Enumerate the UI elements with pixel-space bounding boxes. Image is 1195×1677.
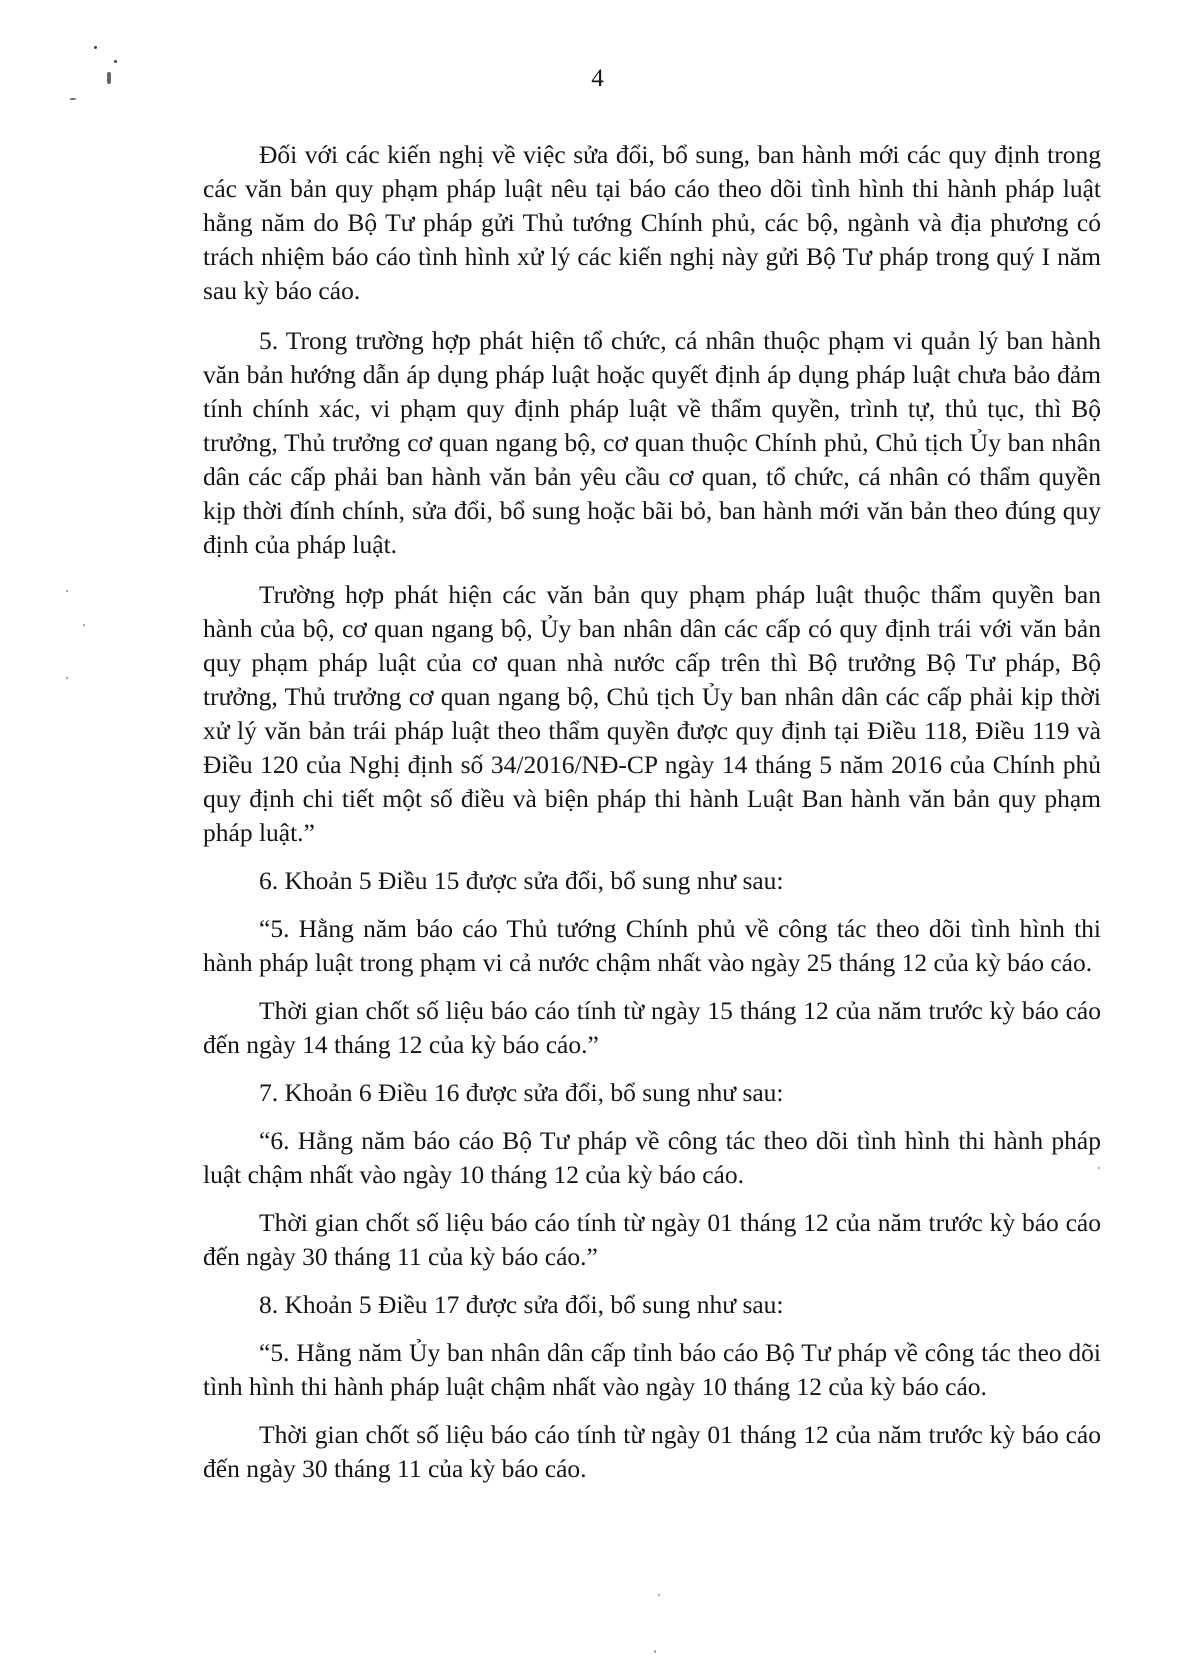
paragraph-clause-5: 5. Trong trường hợp phát hiện tổ chức, cá nhân thuộc phạm vi quản lý ban hành văn bản hướng dẫn áp dụng pháp luật hoặc quyết định áp dụng pháp luật chưa bảo đảm tính chính xác, vi phạm quy định pháp luật về thẩm quyền, trình tự, thủ tục, thì Bộ trưởng, Thủ trưởng cơ quan ngang bộ, cơ quan thuộc Chính phủ, Chủ tịch Ủy ban nhân dân các cấp phải ban hành văn bản yêu cầu cơ quan, tổ chức, cá nhân có thẩm quyền kịp thời đính chính, sửa đổi, bổ sung hoặc bãi bỏ, ban hành mới văn bản theo đúng quy định của pháp luật.	[203, 326, 1101, 559]
paragraph-item-7-heading: 7. Khoản 6 Điều 16 được sửa đổi, bổ sung như sau:	[259, 1078, 784, 1107]
paragraph-item-7-deadline: Thời gian chốt số liệu báo cáo tính từ ngày 01 tháng 12 của năm trước kỳ báo cáo đến ngày 30 tháng 11 của kỳ báo cáo.”	[203, 1208, 1101, 1271]
paragraph-recommendations: Đối với các kiến nghị về việc sửa đổi, bổ sung, ban hành mới các quy định trong các văn bản quy phạm pháp luật nêu tại báo cáo theo dõi tình hình thi hành pháp luật hằng năm do Bộ Tư pháp gửi Thủ tướng Chính phủ, các bộ, ngành và địa phương có trách nhiệm báo cáo tình hình xử lý các kiến nghị này gửi Bộ Tư pháp trong quý I năm sau kỳ báo cáo.	[203, 140, 1101, 305]
paragraph-item-6-deadline: Thời gian chốt số liệu báo cáo tính từ ngày 15 tháng 12 của năm trước kỳ báo cáo đến ngày 14 tháng 12 của kỳ báo cáo.”	[203, 996, 1101, 1059]
scan-speck	[66, 590, 68, 592]
paragraph-item-8-deadline: Thời gian chốt số liệu báo cáo tính từ ngày 01 tháng 12 của năm trước kỳ báo cáo đến ngày 30 tháng 11 của kỳ báo cáo.	[203, 1420, 1101, 1483]
scan-speck	[70, 98, 76, 100]
paragraph-item-8-heading: 8. Khoản 5 Điều 17 được sửa đổi, bổ sung như sau:	[259, 1290, 784, 1319]
paragraph-item-6-heading: 6. Khoản 5 Điều 15 được sửa đổi, bổ sung như sau:	[259, 866, 784, 895]
document-body	[203, 138, 1101, 1486]
scan-speck	[83, 624, 85, 626]
paragraph-item-6-content: “5. Hằng năm báo cáo Thủ tướng Chính phủ về công tác theo dõi tình hình thi hành pháp luật trong phạm vi cả nước chậm nhất vào ngày 25 tháng 12 của kỳ báo cáo.	[203, 914, 1101, 977]
scan-speck	[94, 46, 97, 49]
scan-speck	[658, 1594, 660, 1596]
paragraph-illegal-documents: Trường hợp phát hiện các văn bản quy phạm pháp luật thuộc thẩm quyền ban hành của bộ, cơ quan ngang bộ, Ủy ban nhân dân các cấp có quy định trái với văn bản quy phạm pháp luật của cơ quan nhà nước cấp trên thì Bộ trưởng Bộ Tư pháp, Bộ trưởng, Thủ trưởng cơ quan ngang bộ, Chủ tịch Ủy ban nhân dân các cấp phải kịp thời xử lý văn bản trái pháp luật theo thẩm quyền được quy định tại Điều 118, Điều 119 và Điều 120 của Nghị định số 34/2016/NĐ-CP ngày 14 tháng 5 năm 2016 của Chính phủ quy định chi tiết một số điều và biện pháp thi hành Luật Ban hành văn bản quy phạm pháp luật.”	[203, 580, 1101, 847]
scan-speck	[654, 1650, 656, 1653]
scan-speck	[114, 60, 117, 63]
page-number: 4	[591, 65, 604, 92]
scan-speck	[66, 677, 68, 679]
paragraph-item-8-content: “5. Hằng năm Ủy ban nhân dân cấp tỉnh báo cáo Bộ Tư pháp về công tác theo dõi tình hình thi hành pháp luật chậm nhất vào ngày 10 tháng 12 của kỳ báo cáo.	[203, 1338, 1101, 1401]
paragraph-item-7-content: “6. Hằng năm báo cáo Bộ Tư pháp về công tác theo dõi tình hình thi hành pháp luật chậm nhất vào ngày 10 tháng 12 của kỳ báo cáo.	[203, 1126, 1101, 1189]
